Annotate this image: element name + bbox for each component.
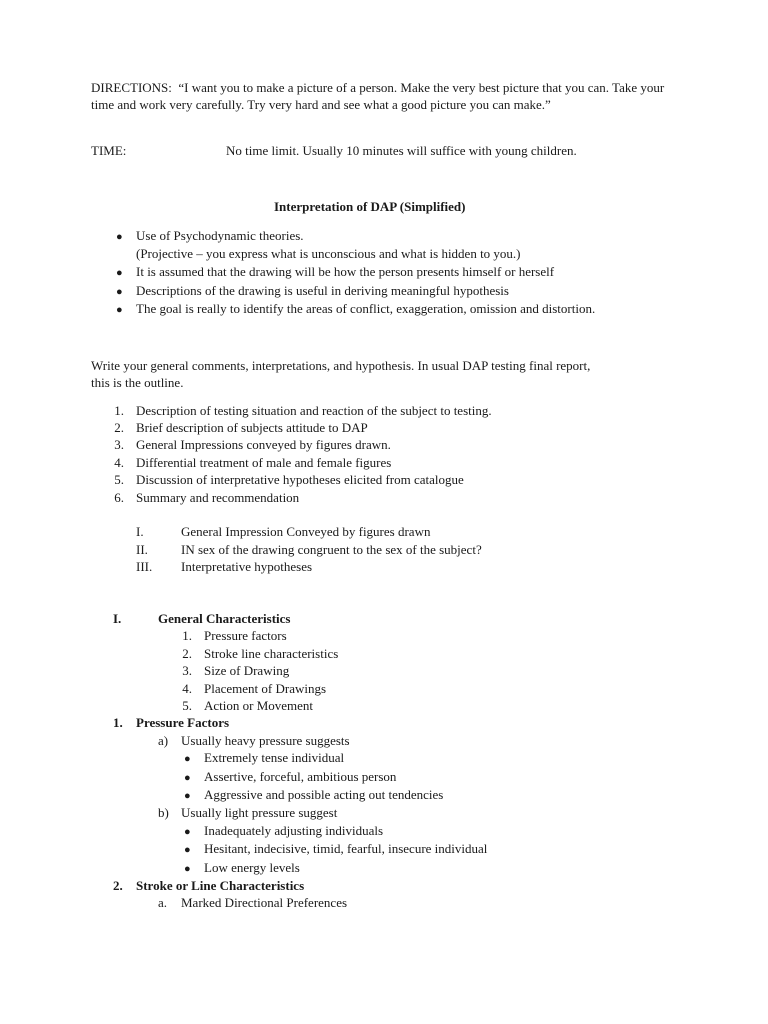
bullet-icon: ● xyxy=(184,863,191,875)
bullet-icon: ● xyxy=(184,753,191,765)
outline-item-text: General Impressions conveyed by figures drawn. xyxy=(136,437,391,452)
bullet-text: Aggressive and possible acting out tendencies xyxy=(204,787,444,802)
roman-item-number: I. xyxy=(136,524,144,539)
outline-item-text: Brief description of subjects attitude to DAP xyxy=(136,420,368,435)
characteristic-text: Placement of Drawings xyxy=(204,681,327,696)
item-label: b) xyxy=(158,805,169,820)
bullet-icon: ● xyxy=(116,286,123,298)
characteristic-text: Pressure factors xyxy=(204,628,287,643)
characteristic-number: 1. xyxy=(182,628,192,643)
roman-item-number: II. xyxy=(136,542,148,557)
bullet-text: Assertive, forceful, ambitious person xyxy=(204,769,397,784)
outline-intro-line-1: Write your general comments, interpretations, and hypothesis. In usual DAP testing final report, xyxy=(91,358,591,373)
outline-item-number: 2. xyxy=(114,420,124,435)
characteristic-number: 5. xyxy=(182,698,192,713)
section-heading: General Characteristics xyxy=(158,611,291,626)
roman-item-text: General Impression Conveyed by figures drawn xyxy=(181,524,431,539)
characteristic-number: 4. xyxy=(182,681,192,696)
bullet-icon: ● xyxy=(116,304,123,316)
bullet-icon: ● xyxy=(184,790,191,802)
subsection-number: 1. xyxy=(113,715,123,730)
interpretation-bullet-1-continued: (Projective – you express what is unconscious and what is hidden to you.) xyxy=(136,246,521,261)
item-label: a. xyxy=(158,895,168,910)
outline-item-text: Discussion of interpretative hypotheses elicited from catalogue xyxy=(136,472,464,487)
item-text: Usually light pressure suggest xyxy=(181,805,338,820)
characteristic-text: Stroke line characteristics xyxy=(204,646,339,661)
directions-text: “I want you to make a picture of a person. Make the very best picture that you can. Take your time and work very carefully. Try very hard and see what a good picture you can make.” xyxy=(91,80,665,112)
outline-item-number: 1. xyxy=(114,403,124,418)
bullet-icon: ● xyxy=(116,231,123,243)
interpretation-heading: Interpretation of DAP (Simplified) xyxy=(274,199,466,214)
outline-intro-line-2: this is the outline. xyxy=(91,375,184,390)
outline-item-number: 3. xyxy=(114,437,124,452)
outline-item-text: Differential treatment of male and female figures xyxy=(136,455,392,470)
directions-label: DIRECTIONS: xyxy=(91,80,172,95)
subsection-heading: Stroke or Line Characteristics xyxy=(136,878,305,893)
interpretation-bullet-2: It is assumed that the drawing will be how the person presents himself or herself xyxy=(136,264,555,279)
interpretation-bullet-3: Descriptions of the drawing is useful in deriving meaningful hypothesis xyxy=(136,283,509,298)
time-text: No time limit. Usually 10 minutes will suffice with young children. xyxy=(226,143,577,158)
roman-item-text: Interpretative hypotheses xyxy=(181,559,313,574)
bullet-icon: ● xyxy=(184,826,191,838)
roman-item-text: IN sex of the drawing congruent to the sex of the subject? xyxy=(181,542,482,557)
characteristic-text: Action or Movement xyxy=(204,698,314,713)
outline-item-number: 5. xyxy=(114,472,124,487)
bullet-text: Hesitant, indecisive, timid, fearful, insecure individual xyxy=(204,841,488,856)
item-label: a) xyxy=(158,733,169,748)
characteristic-text: Size of Drawing xyxy=(204,663,290,678)
subsection-number: 2. xyxy=(113,878,123,893)
outline-item-number: 4. xyxy=(114,455,124,470)
time-label: TIME: xyxy=(91,143,127,158)
directions-paragraph xyxy=(91,79,681,113)
interpretation-bullet-4: The goal is really to identify the areas of conflict, exaggeration, omission and distortion. xyxy=(136,301,596,316)
bullet-text: Low energy levels xyxy=(204,860,300,875)
outline-item-text: Description of testing situation and reaction of the subject to testing. xyxy=(136,403,492,418)
item-text: Usually heavy pressure suggests xyxy=(181,733,350,748)
outline-item-text: Summary and recommendation xyxy=(136,490,300,505)
characteristic-number: 3. xyxy=(182,663,192,678)
item-text: Marked Directional Preferences xyxy=(181,895,348,910)
bullet-icon: ● xyxy=(116,267,123,279)
section-number: I. xyxy=(113,611,122,626)
roman-item-number: III. xyxy=(136,559,153,574)
outline-item-number: 6. xyxy=(114,490,124,505)
characteristic-number: 2. xyxy=(182,646,192,661)
bullet-icon: ● xyxy=(184,844,191,856)
bullet-text: Inadequately adjusting individuals xyxy=(204,823,384,838)
bullet-text: Extremely tense individual xyxy=(204,750,345,765)
subsection-heading: Pressure Factors xyxy=(136,715,230,730)
bullet-icon: ● xyxy=(184,772,191,784)
interpretation-bullet-1: Use of Psychodynamic theories. xyxy=(136,228,304,243)
